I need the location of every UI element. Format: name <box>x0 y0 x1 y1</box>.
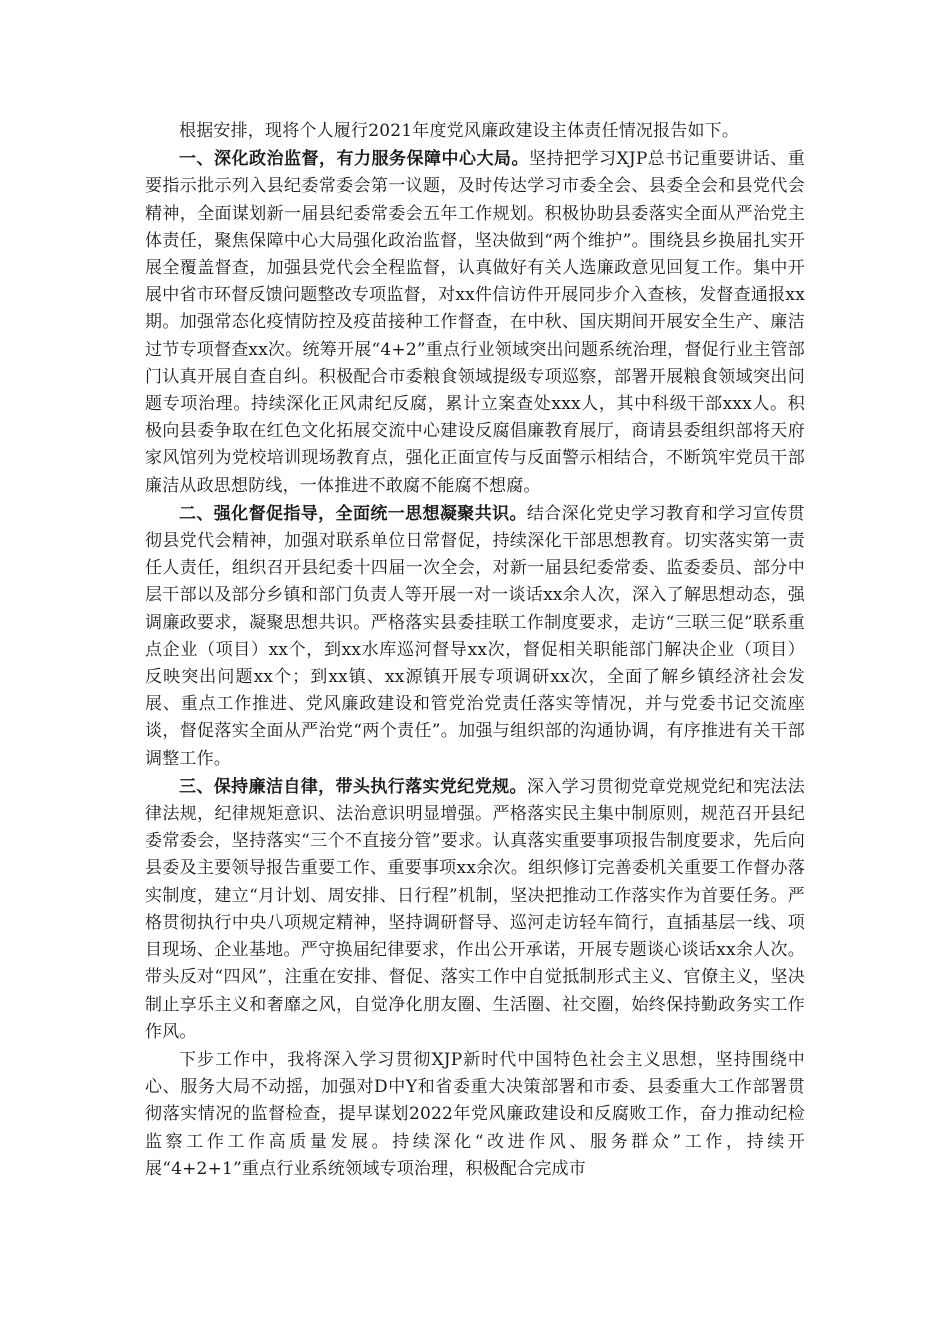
intro-paragraph: 根据安排，现将个人履行2021年度党风廉政建设主体责任情况报告如下。 <box>179 121 740 141</box>
closing-paragraph: 下步工作中，我将深入学习贯彻XJP新时代中国特色社会主义思想，坚持围绕中心、服务大局不动摇，加强对D中Y和省委重大决策部署和市委、县委重大工作部署贯彻落实情况的监督检查，提早谋划2022年党风廉政建设和反腐败工作，奋力推动纪检监察工作工作高质量发展。持续深化“改进作风、服务群众”工作，持续开展“4+2+1”重点行业系统领域专项治理，积极配合完成市 <box>145 1049 805 1179</box>
section-1-body: 坚持把学习XJP总书记重要讲话、重要指示批示列入县纪委常委会第一议题，及时传达学习市委全会、县委全会和县党代会精神，全面谋划新一届县纪委常委会五年工作规划。积极协助县委落实全面从严治党主体责任，聚焦保障中心大局强化政治监督，坚决做到“两个维护”。围绕县乡换届扎实开展全覆盖督查，加强县党代会全程监督，认真做好有关人选廉政意见回复工作。集中开展中省市环督反馈问题整改专项监督，对xx件信访件开展同步介入查核，发督查通报xx期。加强常态化疫情防控及疫苗接种工作督查，在中秋、国庆期间开展安全生产、廉洁过节专项督查xx次。统筹开展“4+2”重点行业领域突出问题系统治理，督促行业主管部门认真开展自查自纠。积极配合市委粮食领域提级专项巡察，部署开展粮食领域突出问题专项治理。持续深化正风肃纪反腐，累计立案查处xxx人，其中科级干部xxx人。积极向县委争取在红色文化拓展交流中心建设反腐倡廉教育展厅，商请县委组织部将天府家风馆列为党校培训现场教育点，强化正面宣传与反面警示相结合，不断筑牢党员干部廉洁从政思想防线，一体推进不敢腐不能腐不想腐。 <box>145 149 806 496</box>
section-3-paragraph <box>145 774 805 1046</box>
section-2-heading: 二、强化督促指导，全面统一思想凝聚共识。 <box>179 503 527 524</box>
section-1-heading: 一、深化政治监督，有力服务保障中心大局。 <box>179 149 530 170</box>
document-page <box>145 118 805 1184</box>
section-2-paragraph <box>145 501 805 773</box>
section-3-heading: 三、保持廉洁自律，带头执行落实党纪党规。 <box>179 776 527 797</box>
section-3-body: 深入学习贯彻党章党规党纪和宪法法律法规，纪律规矩意识、法治意识明显增强。严格落实民主集中制原则，规范召开县纪委常委会，坚持落实“三个不直接分管”要求。认真落实重要事项报告制度要求，先后向县委及主要领导报告重要工作、重要事项xx余次。组织修订完善委机关重要工作督办落实制度，建立“月计划、周安排、日行程”机制，坚决把推动工作落实作为首要任务。严格贯彻执行中央八项规定精神，坚持调研督导、巡河走访轻车简行，直插基层一线、项目现场、企业基地。严守换届纪律要求，作出公开承诺，开展专题谈心谈话xx余人次。带头反对“四风”，注重在安排、督促、落实工作中自觉抵制形式主义、官僚主义，坚决制止享乐主义和奢靡之风，自觉净化朋友圈、生活圈、社交圈，始终保持勤政务实工作作风。 <box>145 776 806 1042</box>
section-2-body: 结合深化党史学习教育和学习宣传贯彻县党代会精神，加强对联系单位日常督促，持续深化干部思想教育。切实落实第一责任人责任，组织召开县纪委十四届一次全会，对新一届县纪委常委、监委委员、部分中层干部以及部分乡镇和部门负责人等开展一对一谈话xx余人次，深入了解思想动态，强调廉政要求，凝聚思想共识。严格落实县委挂联工作制度要求，走访“三联三促”联系重点企业（项目）xx个，到xx水库巡河督导xx次，督促相关职能部门解决企业（项目）反映突出问题xx个；到xx镇、xx源镇开展专项调研xx次，全面了解乡镇经济社会发展、重点工作推进、党风廉政建设和管党治党责任落实等情况，并与党委书记交流座谈，督促落实全面从严治党“两个责任”。加强与组织部的沟通协调，有序推进有关干部调整工作。 <box>145 503 806 769</box>
section-1-paragraph <box>145 146 805 500</box>
